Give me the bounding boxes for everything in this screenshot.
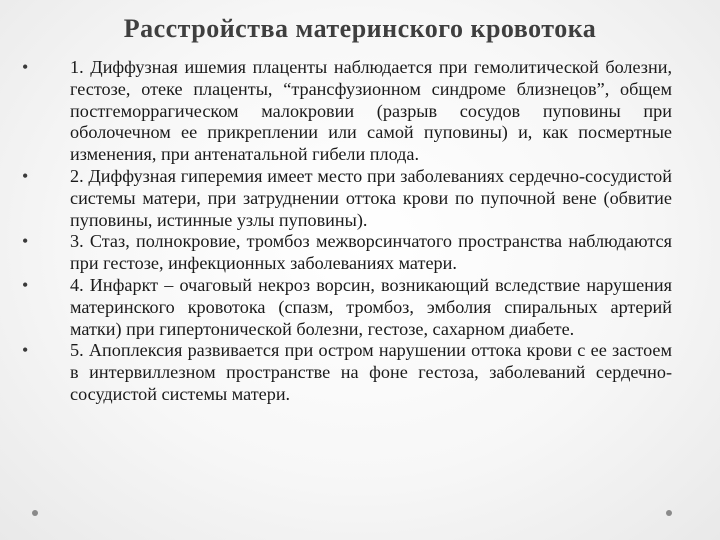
list-item [20, 166, 672, 231]
bullet-icon: • [22, 231, 29, 252]
slide-title: Расстройства материнского кровотока [123, 14, 597, 43]
bullet-icon: • [22, 57, 29, 77]
list-item-text: 4. Инфаркт – очаговый некроз ворсин, возникающий вследствие нарушения материнского кровотока (спазм, тромбоз, эмболия спиральных артерий матки) при гипертонической болезни, гестозе, сахарном диабете. [70, 274, 672, 339]
bullet-icon: • [22, 165, 29, 186]
list-item [20, 275, 672, 340]
list-item-text: 5. Апоплексия развивается при остром нарушении оттока крови с ее застоем в интервиллезном пространстве на фоне гестоза, заболеваний сердечно-сосудистой системы матери. [70, 340, 672, 404]
bullet-icon: • [22, 340, 29, 361]
bullet-icon: • [22, 274, 29, 295]
list-item [20, 57, 672, 166]
decorative-dot-icon [32, 510, 38, 516]
list-item-text: 1. Диффузная ишемия плаценты наблюдается при гемолитической болезни, гестозе, отеке плаценты, “трансфузионном синдроме близнецов”, общем постгеморрагическом малокровии (разрыв сосудов пуповины при оболочечном ее прикреплении или самой пуповины) и, как посмертные изменения, при антенатальной гибели плода. [70, 57, 672, 165]
bullet-list [20, 57, 672, 406]
list-item-text: 2. Диффузная гиперемия имеет место при заболеваниях сердечно-сосудистой системы матери, при затруднении оттока крови по пупочной вене (обвитие пуповины, истинные узлы пуповины). [70, 165, 672, 230]
list-item [20, 231, 672, 275]
list-item-text: 3. Стаз, полнокровие, тромбоз межворсинчатого пространства наблюдаются при гестозе, инфекционных заболеваниях матери. [70, 231, 672, 274]
decorative-dot-icon [666, 510, 672, 516]
list-item [20, 340, 672, 405]
